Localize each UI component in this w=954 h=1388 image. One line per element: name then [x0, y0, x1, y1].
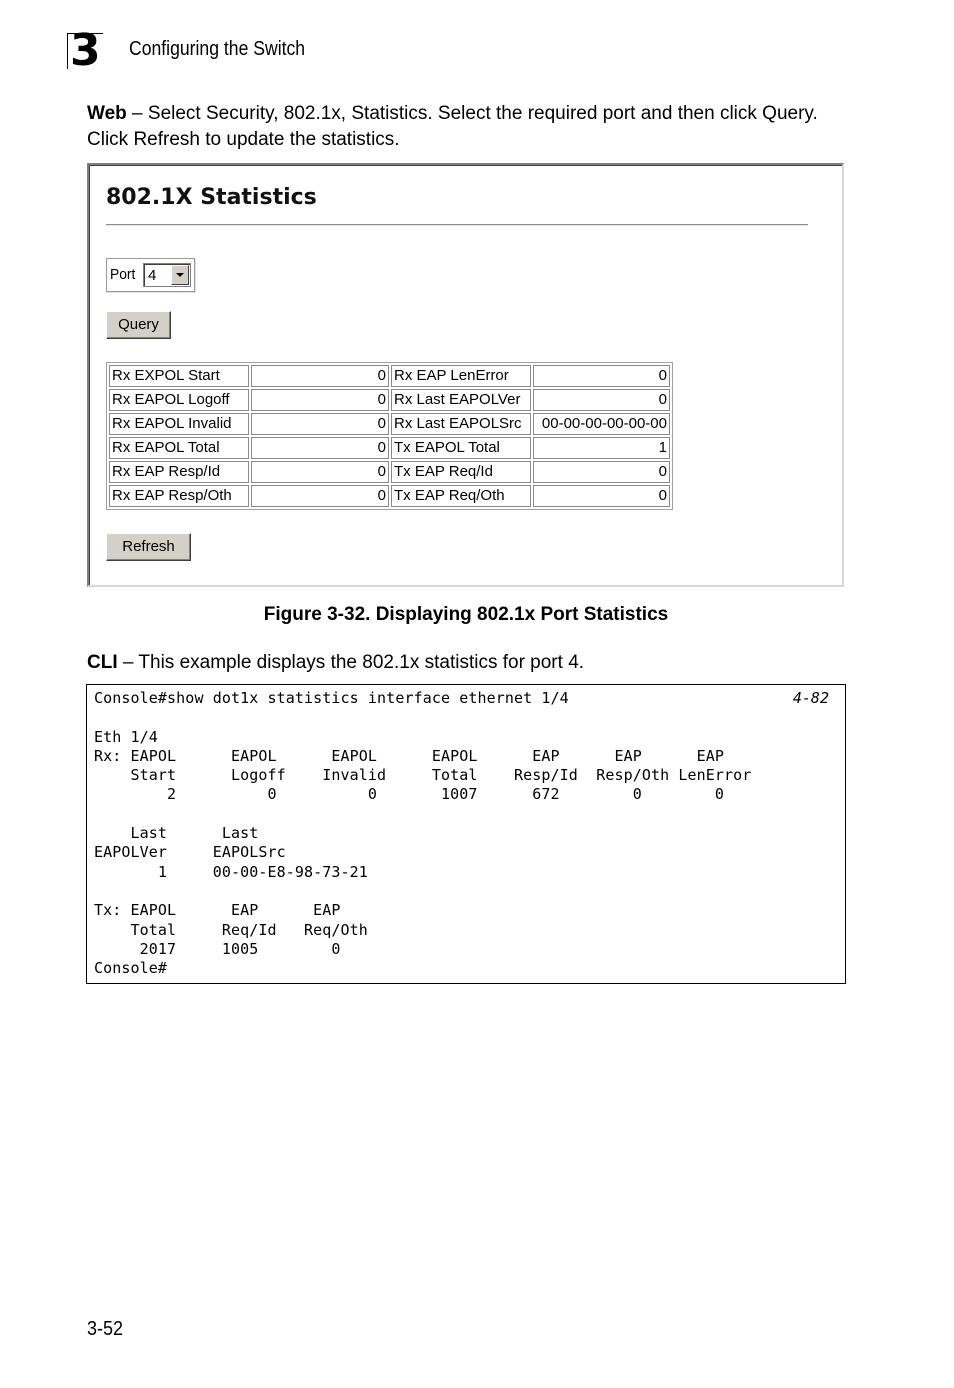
cli-page-reference: 4-82: [792, 689, 829, 707]
stat-value: 0: [533, 365, 670, 387]
stat-label: Rx EAP Resp/Id: [109, 461, 249, 483]
port-label: Port: [110, 266, 136, 283]
intro-paragraph: [87, 101, 847, 153]
stat-value: 0: [251, 413, 389, 435]
figure-caption: Figure 3-32. Displaying 802.1x Port Statistics: [263, 604, 669, 625]
stat-value: 0: [251, 389, 389, 411]
stat-label: Rx EAPOL Total: [109, 437, 249, 459]
stat-value: 00-00-00-00-00-00: [533, 413, 670, 435]
stat-label: Rx Last EAPOLSrc: [391, 413, 531, 435]
stat-value: 0: [533, 389, 670, 411]
stat-value: 0: [251, 365, 389, 387]
intro-lead: Web: [87, 103, 127, 124]
stat-value: 0: [251, 485, 389, 507]
chevron-down-icon[interactable]: [171, 265, 189, 285]
cli-intro-lead: CLI: [87, 652, 118, 673]
table-row: [109, 461, 670, 483]
stat-value: 0: [251, 461, 389, 483]
stat-label: Rx EAP Resp/Oth: [109, 485, 249, 507]
running-header: Configuring the Switch: [129, 38, 306, 60]
cli-intro-paragraph: [87, 650, 584, 676]
stat-label: Rx EXPOL Start: [109, 365, 249, 387]
stat-label: Tx EAPOL Total: [391, 437, 531, 459]
stat-label: Rx Last EAPOLVer: [391, 389, 531, 411]
stat-label: Rx EAP LenError: [391, 365, 531, 387]
table-row: [109, 413, 670, 435]
stat-value: 0: [533, 461, 670, 483]
table-row: [109, 437, 670, 459]
refresh-button[interactable]: Refresh: [106, 533, 191, 561]
stat-label: Rx EAPOL Invalid: [109, 413, 249, 435]
statistics-table: [106, 362, 673, 510]
intro-text: – Select Security, 802.1x, Statistics. Select the required port and then click Query. Click Refresh to update the statistics.: [87, 103, 818, 150]
stat-value: 0: [251, 437, 389, 459]
title-divider: [106, 224, 808, 226]
stat-label: Rx EAPOL Logoff: [109, 389, 249, 411]
port-select[interactable]: [143, 263, 191, 287]
ui-page-title: 802.1X Statistics: [106, 185, 317, 210]
stat-label: Tx EAP Req/Id: [391, 461, 531, 483]
table-row: [109, 389, 670, 411]
cli-example-box: [86, 684, 846, 984]
page-number: 3-52: [87, 1318, 124, 1340]
stat-label: Tx EAP Req/Oth: [391, 485, 531, 507]
chapter-number: 3: [70, 25, 100, 76]
table-row: [109, 365, 670, 387]
port-select-value: 4: [148, 267, 157, 284]
web-ui-screenshot: [87, 163, 844, 587]
table-row: [109, 485, 670, 507]
cli-output: Console#show dot1x statistics interface ethernet 1/4 Eth 1/4 Rx: EAPOL EAPOL EAPOL EAPOL EAP EAP EAP Start Logoff Invalid Total Resp/Id Resp/Oth LenError 2 0 0 1007 672 0 0 Last Last EAPOLVer EAPOLSrc 1 00-00-E8-98-73-21 Tx: EAPOL EAP EAP Total Req/Id Req/Oth 2017 1005 0 Console#: [94, 689, 752, 978]
query-button[interactable]: Query: [106, 311, 171, 339]
port-selector-group: [106, 258, 195, 292]
cli-intro-text: – This example displays the 802.1x statistics for port 4.: [117, 652, 585, 673]
stat-value: 0: [533, 485, 670, 507]
stat-value: 1: [533, 437, 670, 459]
